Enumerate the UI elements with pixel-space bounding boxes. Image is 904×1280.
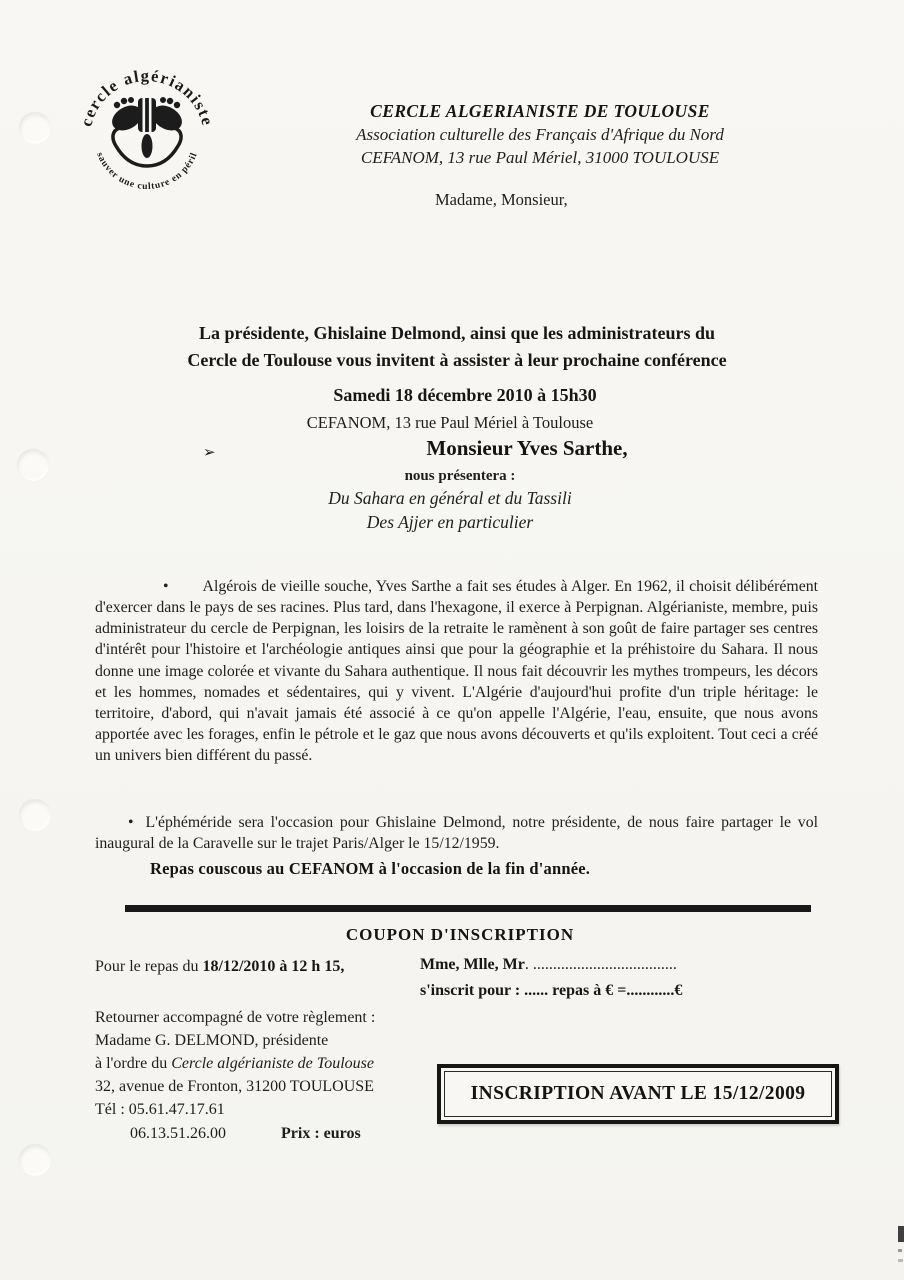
meal-datetime: 18/12/2010 à 12 h 15,	[202, 958, 345, 975]
talk-topic-line-1: Du Sahara en général et du Tassili	[328, 488, 572, 508]
stamp-top-text: cercle algérianiste	[76, 65, 218, 129]
scan-artifact	[898, 1259, 903, 1262]
scan-artifact	[898, 1249, 902, 1252]
coupon-title: COUPON D'INSCRIPTION	[345, 925, 575, 944]
bullet-icon: •	[163, 577, 169, 595]
letterhead	[320, 100, 760, 169]
talk-topic-line-2: Des Ajjer en particulier	[366, 512, 534, 532]
bullet-icon: •	[128, 813, 134, 831]
biography-text: Algérois de vieille souche, Yves Sarthe a fait ses études à Alger. En 1962, il choisit délibérément d'exercer dans le pays de ses racines. Plus tard, dans l'hexagone, il exerce à Perpignan. Algérianiste, membre, puis administrateur du cercle de Perpignan, les loisirs de la retraite le ramènent à son goût de faire partager ses centres d'intérêt pour l'histoire et l'archéologie antiques ainsi que pour la géographie et la préhistoire du Sahara. Il nous donne une image colorée et vivante du Sahara authentique. Il nous fait découvrir les mythes trompeurs, les décors et les hommes, nomades et sédentaires, qui y vivent. L'Algérie d'aujourd'hui profite d'un triple héritage: le territoire, d'abord, qui n'avait jamais été associé à ce qu'on appelle l'Algérie, l'eau, ensuite, que nous avons apportée avec les forages, enfin le pétrole et le gaz que nous avons découverts et qu'ils exploitent. Tout ceci a créé un univers bien différent du passé.	[95, 577, 818, 765]
phone-primary: Tél : 05.61.47.17.61	[95, 1101, 225, 1118]
section-divider-bar	[125, 905, 811, 912]
invitation-line-1: La présidente, Ghislaine Delmond, ainsi que les administrateurs du	[198, 323, 716, 343]
org-subtitle: Association culturelle des Français d'Afrique du Nord	[356, 125, 724, 144]
arrow-bullet-icon: ➢	[203, 445, 216, 461]
street-address: 32, avenue de Fronton, 31200 TOULOUSE	[95, 1078, 374, 1095]
order-line	[95, 1055, 374, 1073]
invitation-line-2: Cercle de Toulouse vous invitent à assister à leur prochaine conférence	[187, 350, 727, 370]
stamp-bottom-text: sauver une culture en péril	[94, 151, 200, 193]
meal-prefix: Pour le repas du	[95, 958, 203, 975]
name-dotted-field: . ....................................	[524, 956, 677, 973]
association-stamp-logo	[72, 58, 222, 208]
phone-secondary: 06.13.51.26.00	[130, 1125, 226, 1142]
coupon-meal-line	[95, 958, 344, 976]
ephemeride-text: L'éphéméride sera l'occasion pour Ghislaine Delmond, notre présidente, de nous faire partager le vol inaugural de la Caravelle sur le trajet Paris/Alger le 15/12/1959.	[95, 813, 818, 852]
payee-name: Madame G. DELMOND, présidente	[95, 1032, 329, 1049]
name-label: Mme, Mlle, Mr	[420, 956, 525, 973]
return-instruction: Retourner accompagné de votre règlement :	[95, 1009, 376, 1026]
speaker-name: Monsieur Yves Sarthe,	[426, 436, 628, 460]
punch-hole	[19, 799, 51, 831]
order-name: Cercle algérianiste de Toulouse	[171, 1055, 374, 1072]
presentation-intro: nous présentera :	[404, 468, 516, 484]
biography-paragraph	[95, 576, 818, 767]
order-prefix: à l'ordre du	[95, 1055, 172, 1072]
hamsa-hand-icon	[108, 96, 187, 166]
org-address: CEFANOM, 13 rue Paul Mériel, 31000 TOULOUSE	[360, 148, 720, 167]
coupon-name-line	[420, 956, 677, 974]
event-venue: CEFANOM, 13 rue Paul Mériel à Toulouse	[306, 413, 594, 432]
punch-hole	[17, 449, 49, 481]
event-date: Samedi 18 décembre 2010 à 15h30	[333, 385, 597, 405]
punch-hole	[19, 112, 51, 144]
price-label: Prix : euros	[281, 1125, 361, 1142]
meal-announcement: Repas couscous au CEFANOM à l'occasion de la fin d'année.	[150, 859, 591, 878]
ephemeride-paragraph	[95, 812, 818, 854]
punch-hole	[19, 1144, 51, 1176]
invitation-heading	[57, 320, 857, 374]
scan-artifact	[898, 1226, 904, 1242]
inscription-deadline-text: INSCRIPTION AVANT LE 15/12/2009	[444, 1071, 832, 1117]
salutation: Madame, Monsieur,	[435, 190, 568, 209]
inscription-deadline-box	[437, 1064, 839, 1124]
org-name: CERCLE ALGERIANISTE DE TOULOUSE	[370, 101, 710, 121]
coupon-inscription-line: s'inscrit pour : ...... repas à € =............€	[420, 982, 683, 999]
